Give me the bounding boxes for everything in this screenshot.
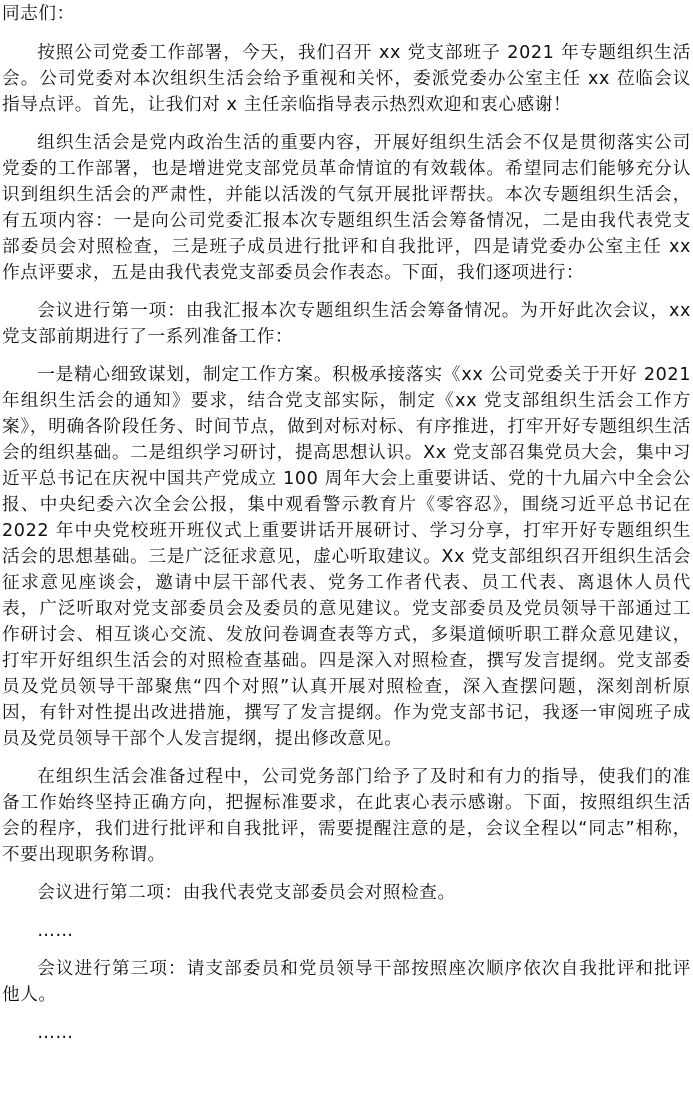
paragraph-item-two: 会议进行第二项：由我代表党支部委员会对照检查。 [37,883,456,903]
paragraph-preparation: 一是精心细致谋划，制定工作方案。积极承接落实《xx 公司党委关于开好 2021 年组织生活会的通知》要求，结合党支部实际，制定《xx 党支部组织生活会工作方案》，明确各阶段任务、时间节点，做到对标对标、有序推进，打牢开好专题组织生活会的组织基础。二是组织学习研讨，提高思想认识。Xx 党支部召集党员大会，集中习近平总书记在庆祝中国共产党成立 100 周年大会上重要讲话、党的十九届六中全会公报、中央纪委六次全会公报，集中观看警示教育片《零容忍》，围绕习近平总书记在 2022 年中央党校班开班仪式上重要讲话开展研讨、学习分享，打牢开好专题组织生活会的思想基础。三是广泛征求意见，虚心听取建议。Xx 党支部组织召开组织生活会征求意见座谈会，邀请中层干部代表、党务工作者代表、员工代表、离退休人员代表，广泛听取对党支部委员会及委员的意见建议。党支部委员及党员领导干部通过工作研讨会、相互谈心交流、发放问卷调查表等方式，多渠道倾听职工群众意见建议，打牢开好组织生活会的对照检查基础。四是深入对照检查，撰写发言提纲。党支部委员及党员领导干部聚焦“四个对照”认真开展对照检查，深入查摆问题，深刻剖析原因，有针对性提出改进措施，撰写了发言提纲。作为党支部书记，我逐一审阅班子成员及党员领导干部个人发言提纲，提出修改意见。 [2,365,691,749]
ellipsis-1: …… [37,921,74,941]
ellipsis-2: …… [37,1023,74,1043]
paragraph-item-one: 会议进行第一项：由我汇报本次专题组织生活会筹备情况。为开好此次会议，xx 党支部前期进行了一系列准备工作： [2,301,691,347]
paragraph-item-three: 会议进行第三项：请支部委员和党员领导干部按照座次顺序依次自我批评和批评他人。 [2,959,691,1005]
paragraph-opening: 按照公司党委工作部署，今天，我们召开 xx 党支部班子 2021 年专题组织生活会。公司党委对本次组织生活会给予重视和关怀，委派党委办公室主任 xx 莅临会议指导点评。首先，让我们对 x 主任亲临指导表示热烈欢迎和衷心感谢！ [2,43,691,115]
salutation: 同志们： [2,4,75,24]
document-body [2,0,691,1058]
paragraph-thanks: 在组织生活会准备过程中，公司党务部门给予了及时和有力的指导，使我们的准备工作始终坚持正确方向，把握标准要求，在此衷心表示感谢。下面，按照组织生活会的程序，我们进行批评和自我批评，需要提醒注意的是，会议全程以“同志”相称，不要出现职务称谓。 [2,767,691,865]
paragraph-overview: 组织生活会是党内政治生活的重要内容，开展好组织生活会不仅是贯彻落实公司党委的工作部署，也是增进党支部党员革命情谊的有效载体。希望同志们能够充分认识到组织生活会的严肃性，并能以活泼的气氛开展批评帮扶。本次专题组织生活会，有五项内容：一是向公司党委汇报本次专题组织生活会筹备情况，二是由我代表党支部委员会对照检查，三是班子成员进行批评和自我批评，四是请党委办公室主任 xx 作点评要求，五是由我代表党支部委员会作表态。下面，我们逐项进行： [2,133,691,283]
